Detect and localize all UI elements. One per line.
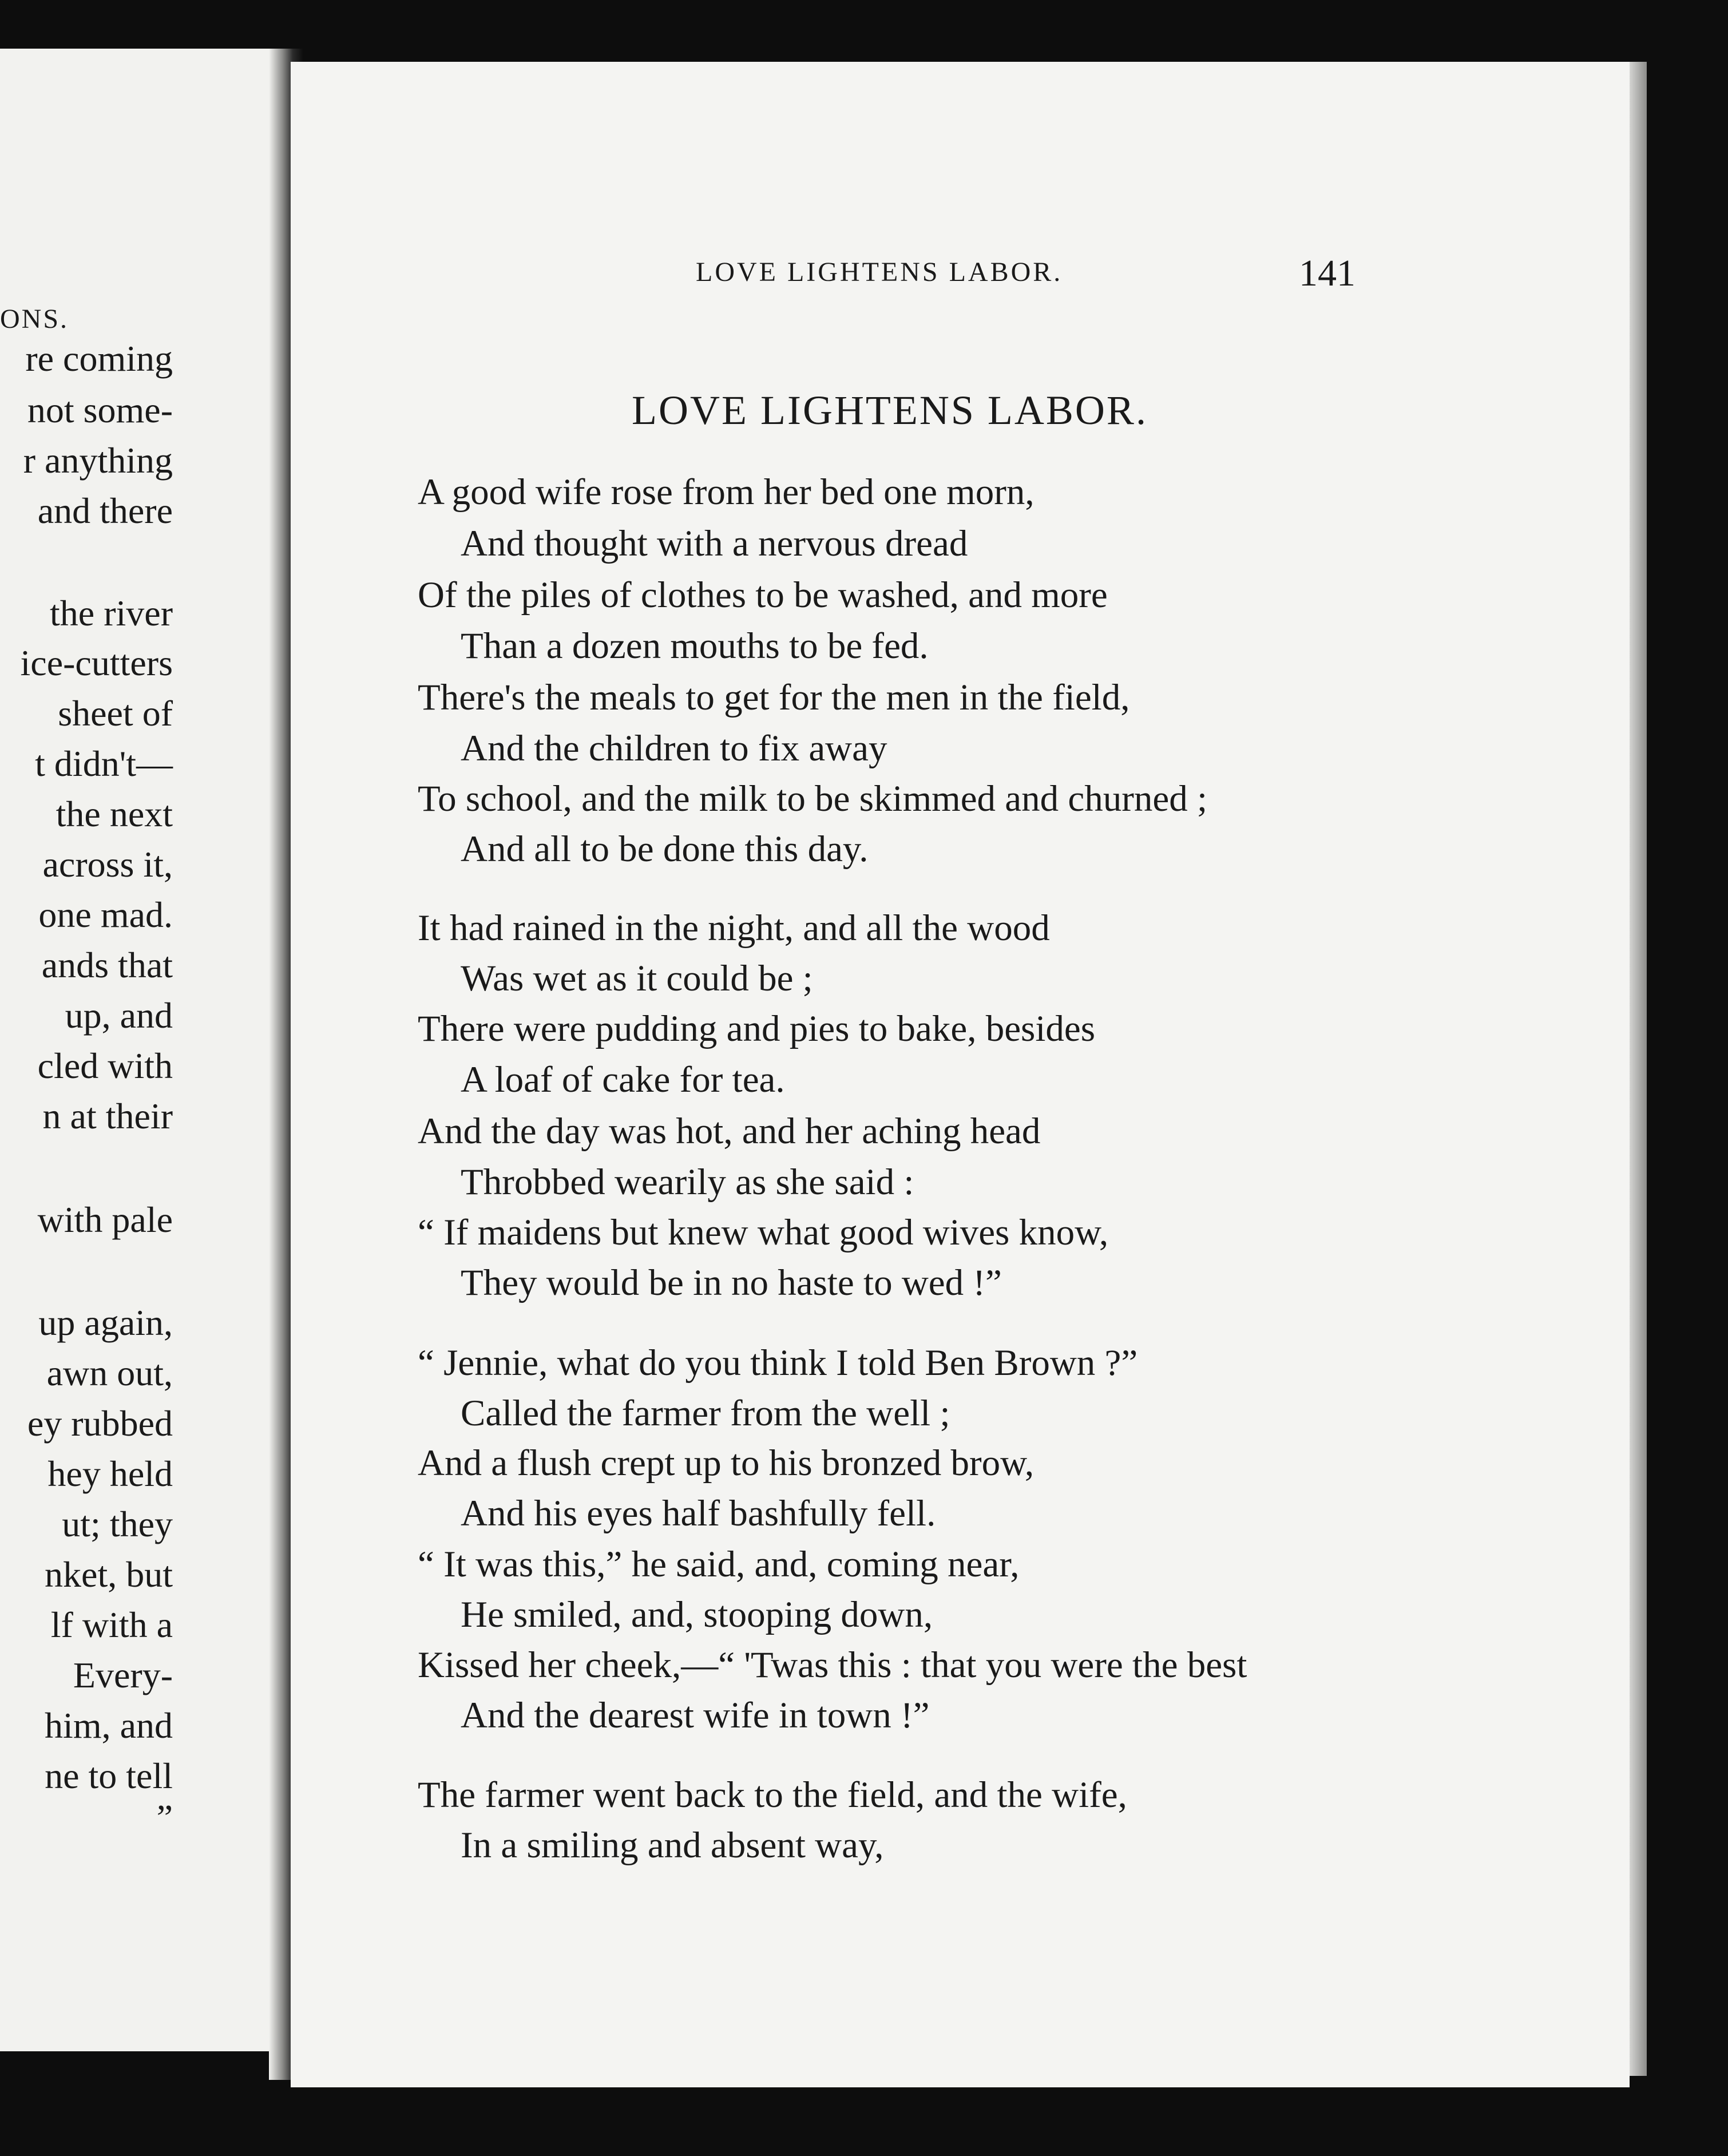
verse-line: Was wet as it could be ; bbox=[461, 958, 813, 999]
verse-line: And the day was hot, and her aching head bbox=[418, 1111, 1041, 1152]
page-edge bbox=[1630, 62, 1647, 2076]
left-page-line: ey rubbed bbox=[27, 1403, 173, 1444]
verse-line: They would be in no haste to wed !” bbox=[461, 1262, 1002, 1303]
verse-line: There's the meals to get for the men in the field, bbox=[418, 677, 1130, 718]
left-facing-page bbox=[0, 49, 282, 2051]
left-page-line: r anything bbox=[23, 440, 173, 481]
verse-line: Of the piles of clothes to be washed, and more bbox=[418, 574, 1108, 616]
verse-line: To school, and the milk to be skimmed and churned ; bbox=[418, 778, 1208, 819]
verse-line: And the children to fix away bbox=[461, 728, 887, 769]
verse-line: And all to be done this day. bbox=[461, 829, 869, 870]
left-page-line: ice-cutters bbox=[20, 643, 173, 683]
left-page-line: him, and bbox=[45, 1705, 173, 1746]
verse-line: Called the farmer from the well ; bbox=[461, 1393, 950, 1434]
verse-line: “ It was this,” he said, and, coming near, bbox=[418, 1544, 1020, 1585]
left-page-line: cled with bbox=[37, 1045, 173, 1086]
left-page-line: Every- bbox=[73, 1655, 173, 1695]
verse-line: Kissed her cheek,—“ 'Twas this : that you were the best bbox=[418, 1644, 1247, 1686]
verse-line: A loaf of cake for tea. bbox=[461, 1059, 785, 1100]
verse-line: And the dearest wife in town !” bbox=[461, 1695, 930, 1736]
verse-line: “ If maidens but knew what good wives know, bbox=[418, 1212, 1109, 1253]
left-page-line: ” bbox=[156, 1797, 173, 1838]
verse-line: “ Jennie, what do you think I told Ben Brown ?” bbox=[418, 1342, 1138, 1384]
left-page-line: ands that bbox=[41, 945, 173, 985]
verse-line: He smiled, and, stooping down, bbox=[461, 1594, 933, 1635]
left-page-line: nket, but bbox=[45, 1554, 173, 1595]
left-page-line: and there bbox=[37, 490, 173, 531]
left-page-line: n at their bbox=[42, 1096, 173, 1136]
left-page-line: ne to tell bbox=[45, 1755, 173, 1796]
left-page-line: up again, bbox=[38, 1302, 173, 1343]
verse-line: And a flush crept up to his bronzed brow, bbox=[418, 1442, 1035, 1484]
left-page-line: one mad. bbox=[38, 894, 173, 935]
left-page-line: not some- bbox=[27, 390, 173, 430]
left-running-head: ONS. bbox=[0, 304, 69, 334]
verse-line: And thought with a nervous dread bbox=[461, 523, 968, 564]
left-page-line: sheet of bbox=[58, 693, 173, 734]
left-page-line: up, and bbox=[65, 995, 173, 1036]
left-page-line: ut; they bbox=[62, 1504, 173, 1544]
left-page-line: across it, bbox=[42, 844, 173, 885]
left-page-line: awn out, bbox=[46, 1353, 173, 1393]
running-head: LOVE LIGHTENS LABOR. bbox=[696, 257, 1063, 287]
verse-line: A good wife rose from her bed one morn, bbox=[418, 471, 1035, 513]
left-page-line: the river bbox=[50, 593, 173, 633]
left-page-line: the next bbox=[56, 794, 173, 834]
left-page-line: lf with a bbox=[50, 1604, 173, 1645]
left-page-line: with pale bbox=[37, 1199, 173, 1240]
left-page-line: hey held bbox=[47, 1453, 173, 1494]
page-number: 141 bbox=[1299, 252, 1356, 294]
verse-line: Than a dozen mouths to be fed. bbox=[461, 625, 929, 667]
verse-line: Throbbed wearily as she said : bbox=[461, 1162, 914, 1203]
left-page-line: t didn't— bbox=[35, 743, 173, 784]
verse-line: There were pudding and pies to bake, besides bbox=[418, 1008, 1096, 1049]
verse-line: And his eyes half bashfully fell. bbox=[461, 1493, 936, 1534]
verse-line: In a smiling and absent way, bbox=[461, 1825, 884, 1866]
poem-title: LOVE LIGHTENS LABOR. bbox=[632, 387, 1148, 433]
verse-line: It had rained in the night, and all the wood bbox=[418, 907, 1050, 949]
verse-line: The farmer went back to the field, and the wife, bbox=[418, 1774, 1127, 1816]
left-page-line: re coming bbox=[25, 338, 173, 379]
